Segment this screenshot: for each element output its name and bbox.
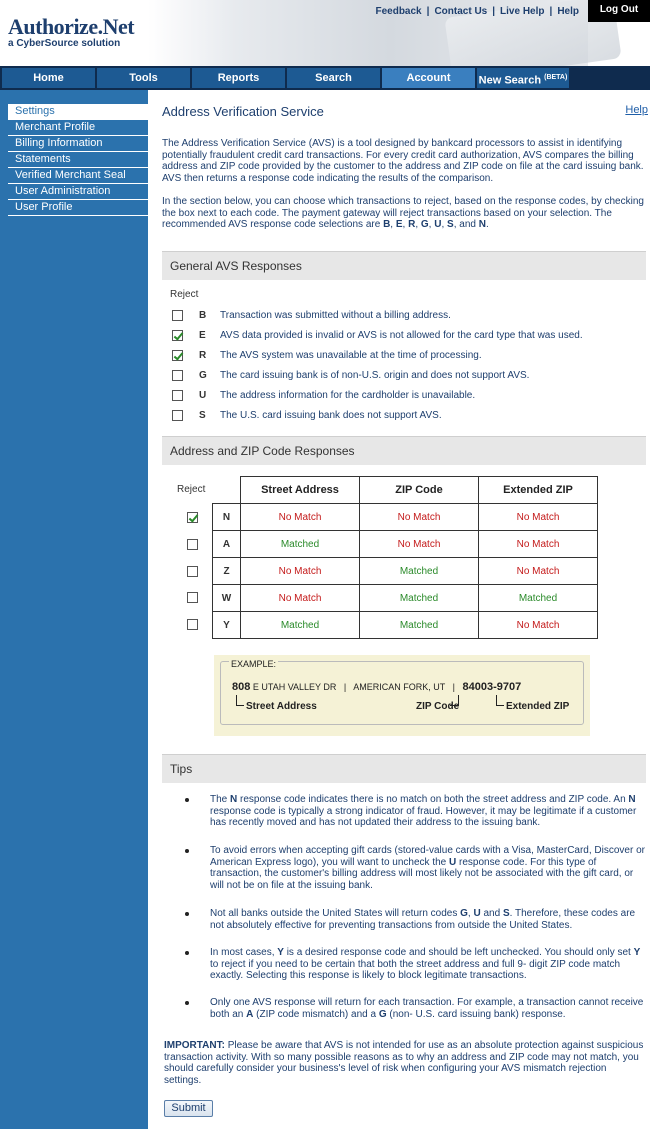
example-zip: 84003-9707 (462, 681, 522, 693)
avs-description: The card issuing bank is of non-U.S. origin and does not support AVS. (220, 369, 530, 381)
general-avs-heading: General AVS Responses (162, 251, 646, 280)
result-cell: No Match (241, 558, 360, 585)
table-header-row (213, 477, 598, 504)
zip-pointer-line (458, 695, 459, 706)
reject-checkbox-s[interactable] (172, 410, 183, 421)
live-help-link[interactable]: Live Help (500, 6, 545, 17)
avs-row-s (172, 408, 442, 422)
result-cell: No Match (241, 585, 360, 612)
avs-description: The address information for the cardholder is unavailable. (220, 389, 476, 401)
sidebar-item-billing-information[interactable]: Billing Information (8, 136, 148, 152)
tab-search[interactable]: Search (287, 68, 380, 88)
table-row (213, 531, 598, 558)
bullet (185, 849, 189, 853)
reject-checkbox-e[interactable] (172, 330, 183, 341)
bullet (185, 912, 189, 916)
example-label: EXAMPLE: (231, 659, 277, 669)
log-out-button[interactable]: Log Out (588, 0, 650, 22)
page-title: Address Verification Service (162, 104, 324, 119)
zip-reject-label: Reject (177, 484, 206, 495)
new-search-label: New Search (478, 74, 542, 87)
zip-reject-checkbox-a[interactable] (187, 539, 198, 550)
feedback-link[interactable]: Feedback (375, 6, 422, 17)
street-address-label: Street Address (246, 701, 317, 712)
reject-checkbox-b[interactable] (172, 310, 183, 321)
zip-code-label: ZIP Code (416, 701, 460, 712)
zip-reject-checkbox-z[interactable] (187, 566, 198, 577)
sidebar-item-verified-merchant-seal[interactable]: Verified Merchant Seal (8, 168, 148, 184)
reject-label: Reject (170, 289, 199, 300)
zip-pointer (450, 705, 458, 706)
avs-code: S (199, 409, 206, 421)
address-example-box (214, 655, 590, 736)
result-cell: No Match (360, 504, 479, 531)
zip-reject-checkbox-n[interactable] (187, 512, 198, 523)
result-cell: No Match (479, 531, 598, 558)
tab-home[interactable]: Home (2, 68, 95, 88)
zip-responses-heading: Address and ZIP Code Responses (162, 436, 646, 465)
result-cell: Matched (479, 585, 598, 612)
zip-code-cell: N (213, 504, 241, 531)
main-nav (0, 66, 650, 90)
result-cell: No Match (479, 612, 598, 639)
instructions-paragraph: In the section below, you can choose which transactions to reject, based on the response codes, by checking the box next to each code. The payment gateway will reject transactions based on your selection. The recommended AVS response code selections are B, E, R, G, U, S, and N. (162, 196, 644, 230)
avs-row-e (172, 328, 583, 342)
logo[interactable] (8, 14, 134, 49)
bullet (185, 951, 189, 955)
avs-code: U (199, 389, 207, 401)
tips-heading: Tips (162, 754, 646, 783)
example-street: E UTAH VALLEY DR (252, 682, 337, 692)
example-city: AMERICAN FORK, UT (353, 682, 446, 692)
street-pointer (236, 695, 244, 706)
intro-paragraph: The Address Verification Service (AVS) is a tool designed by bankcard processors to assist in identifying potentially fraudulent credit card transactions. For every credit card authorization, AVS compares the billing address and ZIP code provided by the customer to the address and ZIP code on file at the card issuing bank. AVS then returns a response code indicating the results of the comparison. (162, 138, 644, 184)
zip-reject-checkbox-y[interactable] (187, 619, 198, 630)
important-text: Please be aware that AVS is not intended for use as an absolute protection against suspicious transaction activity. With so many possible reasons as to why an address and ZIP code may not match, you should carefully consider your business's level of risk when configuring your AVS mismatch rejection settings. (164, 1040, 644, 1086)
reject-checkbox-g[interactable] (172, 370, 183, 381)
blank-header-cell (213, 477, 241, 504)
result-cell: Matched (241, 531, 360, 558)
sidebar-item-statements[interactable]: Statements (8, 152, 148, 168)
example-frame (220, 661, 584, 725)
help-link-main[interactable]: Help (625, 104, 648, 116)
table-row (213, 504, 598, 531)
avs-row-g (172, 368, 529, 382)
bullet (185, 798, 189, 802)
result-cell: Matched (360, 612, 479, 639)
result-cell: No Match (479, 558, 598, 585)
important-note (164, 1040, 646, 1086)
top-links: Feedback | Contact Us | Live Help | Help (370, 6, 584, 17)
zip-code-cell: Z (213, 558, 241, 585)
example-number: 808 (232, 681, 251, 693)
avs-description: The AVS system was unavailable at the time of processing. (220, 349, 482, 361)
header (0, 0, 650, 66)
avs-code: R (199, 349, 207, 361)
avs-code: E (199, 329, 206, 341)
result-cell: Matched (241, 612, 360, 639)
avs-description: The U.S. card issuing bank does not support AVS. (220, 409, 442, 421)
column-header: ZIP Code (360, 477, 479, 504)
result-cell: No Match (479, 504, 598, 531)
tip-item: To avoid errors when accepting gift cards (stored-value cards with a Visa, MasterCard, Discover or American Express logo), you will want to uncheck the U response code. For this type of transaction, the customer's billing address will most likely not be associated with the gift card, or will not be on file at the issuing bank. (210, 845, 645, 891)
result-cell: Matched (360, 585, 479, 612)
result-cell: Matched (360, 558, 479, 585)
tip-item: The N response code indicates there is no match on both the street address and ZIP code. An N response code is typically a strong indicator of fraud. However, it may be legitimate if a customer has recently moved and has not updated their address to the issuing bank. (210, 794, 637, 828)
sidebar-item-merchant-profile[interactable]: Merchant Profile (8, 120, 148, 136)
submit-button[interactable]: Submit (164, 1100, 213, 1117)
result-cell: No Match (241, 504, 360, 531)
help-link[interactable]: Help (557, 6, 579, 17)
zip-reject-checkbox-w[interactable] (187, 592, 198, 603)
zip-code-cell: A (213, 531, 241, 558)
column-header: Extended ZIP (479, 477, 598, 504)
tab-tools[interactable]: Tools (97, 68, 190, 88)
sidebar-item-user-profile[interactable]: User Profile (8, 200, 148, 216)
contact-us-link[interactable]: Contact Us (434, 6, 488, 17)
sidebar-item-settings[interactable]: Settings (8, 104, 148, 120)
avs-row-r (172, 348, 482, 362)
zip-code-cell: W (213, 585, 241, 612)
table-row (213, 612, 598, 639)
important-label: IMPORTANT: (164, 1040, 225, 1051)
avs-row-u (172, 388, 475, 402)
avs-code: G (199, 369, 207, 381)
zip-code-cell: Y (213, 612, 241, 639)
sidebar (0, 90, 148, 1129)
zip-response-table (212, 476, 598, 639)
tab-reports[interactable]: Reports (192, 68, 285, 88)
reject-checkbox-u[interactable] (172, 390, 183, 401)
extended-zip-label: Extended ZIP (506, 701, 570, 712)
avs-code: B (199, 309, 207, 321)
avs-description: Transaction was submitted without a billing address. (220, 309, 451, 321)
logo-text: Authorize.Net (8, 14, 135, 39)
table-row (213, 558, 598, 585)
result-cell: No Match (360, 531, 479, 558)
table-row (213, 585, 598, 612)
reject-checkbox-r[interactable] (172, 350, 183, 361)
tab-new-search[interactable] (477, 68, 569, 88)
sidebar-item-user-administration[interactable]: User Administration (8, 184, 148, 200)
logo-subtitle: a CyberSource solution (8, 38, 121, 49)
avs-description: AVS data provided is invalid or AVS is not allowed for the card type that was used. (220, 329, 583, 341)
bullet (185, 1001, 189, 1005)
tab-account[interactable]: Account (382, 68, 475, 88)
example-address: 808 E UTAH VALLEY DR | AMERICAN FORK, UT | 84003-9707 (232, 681, 522, 693)
beta-badge: (BETA) (544, 74, 568, 81)
tip-item: In most cases, Y is a desired response code and should be left unchecked. You should only set Y to reject if you need to be certain that both the street address and full 9- digit ZIP code match exactly. Selecting this response is likely to block legitimate transactions. (210, 947, 641, 981)
ext-zip-pointer (496, 695, 504, 706)
avs-row-b (172, 308, 451, 322)
tip-item: Only one AVS response will return for each transaction. For example, a transaction cannot receive both an A (ZIP code mismatch) and a G (non- U.S. card issuing bank) response. (210, 997, 644, 1020)
tip-item: Not all banks outside the United States will return codes G, U and S. Therefore, these codes are not absolutely effective for preventing transactions from outside the United States. (210, 908, 636, 931)
column-header: Street Address (241, 477, 360, 504)
